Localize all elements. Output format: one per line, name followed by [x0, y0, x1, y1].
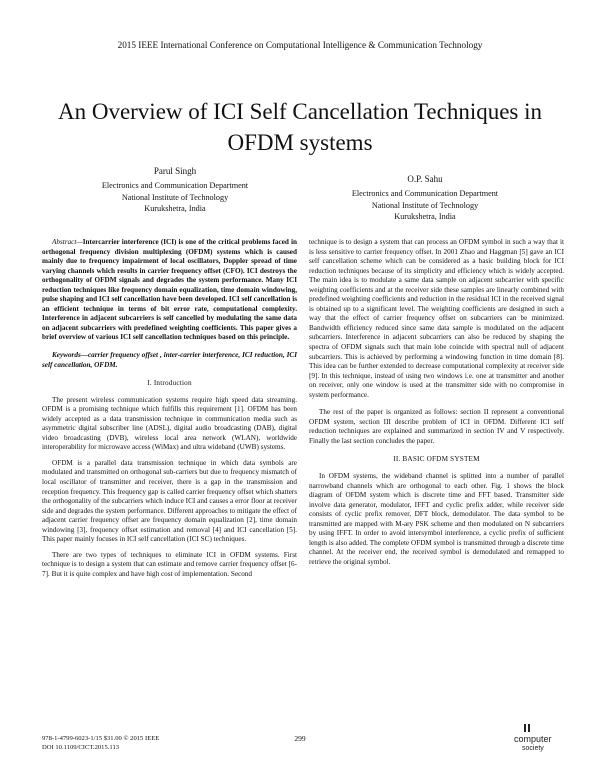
- paragraph: The rest of the paper is organized as follows: section II represent a conventional OFDM system, section III describe problem of ICI in OFDM. Different ICI self reduction techniques are explained and summarized in section IV and V respectively. Finally the last section concludes the paper.: [309, 408, 564, 445]
- abstract-lead: Abstract—: [52, 238, 83, 246]
- author-location: Kurukshetra, India: [144, 203, 206, 213]
- page-number: 299: [294, 734, 306, 743]
- paragraph: OFDM is a parallel data transmission technique in which data symbols are modulated and transmitted on orthogonal sub-carriers but due to frequency mismatch of local oscillator of transmitter and receiver, there is a gap in the transmission and reception frequency. This frequency gap is called carrier frequency offset which shatters the orthogonality of the subcarriers which induce ICI and causes a error floor at receiver side and degrades the system performance. Different approaches to mitigate the effect of adjacent carrier frequency offset are frequency domain equalization [2], time domain windowing [3], frequency offset estimation and removal [4] and ICI cancellation [5]. This paper mainly focuses in ICI self cancellation (ICI SC) techniques.: [42, 458, 297, 544]
- abstract-text: Intercarrier interference (ICI) is one of the critical problems faced in orthogonal frequency division multiplexing (OFDM) systems which is caused mainly due to frequency impairment of local oscillators, Doppler spread of time varying channels which results in carrier frequency offset (CFO). ICI destroys the orthogonality of OFDM signals and degrades the system performance. Many ICI reduction techniques like frequency domain equalization, time domain windowing, pulse shaping and ICI self cancellation have been developed. ICI self cancellation is an efficient technique in terms of bit error rate, computational complexity. Interference in adjacent subcarriers is self cancelled by modulating the same data on adjacent subcarriers with predefined weighting coefficients. This paper gives a brief overview of various ICI self cancellation techniques based on this principle.: [42, 238, 297, 342]
- right-column: [309, 238, 564, 574]
- left-column: [42, 238, 297, 586]
- author-name: Parul Singh: [153, 166, 197, 176]
- paragraph: The present wireless communication systems require high speed data streaming. OFDM is a promising technique which fulfills this requirement [1]. OFDM has been widely accepted as a data transmission technique in communication media such as asymmetric digital subscriber line (ADSL), digital audio broadcasting (DAB), digital video broadcasting (DVB), wireless local area network (WLAN), worldwide interoperability for microwave access (WiMax) and ultra wideband (UWB) systems.: [42, 395, 297, 452]
- logo-text-computer: computer: [514, 734, 552, 744]
- paragraph: In OFDM systems, the wideband channel is splitted into a number of parallel narrowband channels which are orthogonal to each other. Fig. 1 shows the block diagram of OFDM system which is discrete time and FFT based. Transmitter side involve data generator, modulator, IFFT and cyclic prefix adder, while receiver side consists of cyclic prefix remover, DFT block, demodulator. The data symbol to be transmitted are mapped with M-ary PSK scheme and then modulated on N subcarriers by using IFFT. In order to avoid intersymbol interference, a cyclic prefix of sufficient length is also added. The complete OFDM symbol is transmitted through a discrete time channel. At the receiver end, the received symbol is demodulated and remapped to retrieve the original symbol.: [309, 472, 564, 566]
- paragraph: technique is to design a system that can process an OFDM symbol in such a way that it is less sensitive to carrier frequency offset. In 2001 Zhao and Haggman [5] gave an ICI self cancellation scheme which can be considered as a basic building block for ICI reduction techniques because of its simplicity and efficiency which is widely accepted. The main idea is to modulate a same data sample on adjacent subcarrier with specific weighting coefficients and at the receiver side these samples are linearly combined with predefined weighting coefficients and reduction in the residual ICI in the received signal is obtained up to a significant level. The weighting coefficients are designed in such a way that the effect of carrier frequency offset on subcarriers can be minimized. Bandwidth efficiency reduced since same data sample is modulated on the adjacent subcarriers. Interference in adjacent subcarriers can also be reduced by shaping the spectra of OFDM signals such that main lobe coincide with spectral null of adjacent subcarriers. This is achieved by performing a windowing function in time domain [8]. This idea can be further extended to decrease computational complexity at receiver side [9]. In this technique, instead of using two windows i.e. one at transmitter and another on receiver, only one window is used at the transmitter side with no compromise in system performance.: [309, 238, 564, 399]
- computer-society-logo: [500, 723, 560, 753]
- author-department: Electronics and Communication Department: [351, 189, 499, 199]
- section-heading-basic-ofdm: II. BASIC OFDM SYSTEM: [393, 455, 480, 464]
- author-location: Kurukshetra, India: [394, 211, 456, 221]
- author-name: O.P. Sahu: [407, 174, 443, 184]
- abstract: [42, 238, 297, 343]
- author-block-1: [60, 166, 290, 214]
- author-institute: National Institute of Technology: [121, 192, 229, 202]
- paper-title: An Overview of ICI Self Cancellation Techniques in OFDM systems: [57, 99, 543, 155]
- author-department: Electronics and Communication Department: [101, 181, 249, 191]
- section-heading-introduction: I. Introduction: [147, 379, 192, 388]
- paragraph: There are two types of techniques to eliminate ICI in OFDM systems. First technique is to design a system that can estimate and remove carrier frequency offset [6-7]. But it is quite complex and have high cost of implementation. Second: [42, 550, 297, 578]
- isbn-line: 978-1-4799-6023-1/15 $31.00 © 2015 IEEE: [42, 735, 160, 742]
- author-institute: National Institute of Technology: [371, 200, 479, 210]
- author-block-2: [310, 174, 540, 222]
- keywords: Keywords—carrier frequency offset , inter-carrier interference, ICI reduction, ICI self cancellation, OFDM.: [42, 351, 297, 369]
- logo-text-society: society: [522, 745, 544, 752]
- doi-line: DOI 10.1109/CICT.2015.113: [42, 744, 120, 751]
- conference-header: 2015 IEEE International Conference on Computational Intelligence & Communication Technology: [117, 40, 483, 50]
